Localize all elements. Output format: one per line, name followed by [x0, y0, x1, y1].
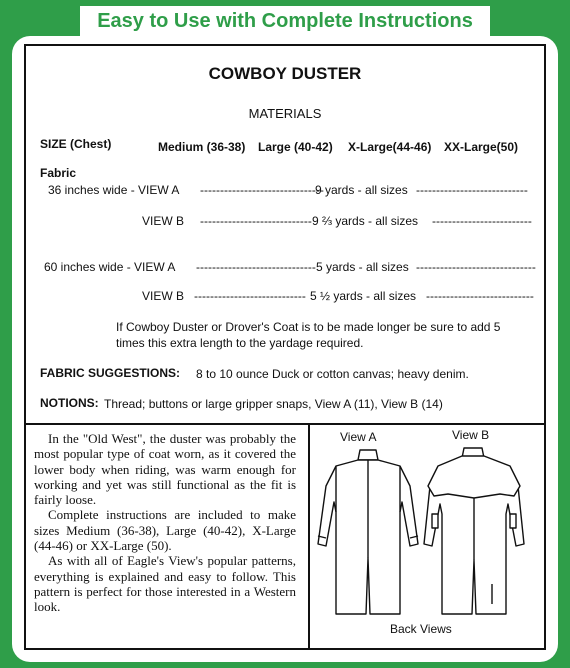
materials-heading: MATERIALS [248, 106, 322, 121]
dash-leader: ---------------------------- [416, 183, 528, 197]
horizontal-divider [24, 423, 546, 425]
fabric-60-view-b: VIEW B [142, 289, 185, 303]
description-text [34, 431, 296, 615]
fabric-36-view-a: 36 inches wide - VIEW A [48, 183, 180, 197]
notions-label: NOTIONS: [40, 396, 99, 410]
size-large: Large (40-42) [258, 140, 333, 154]
vertical-divider [308, 424, 310, 650]
back-views-caption: Back Views [390, 622, 452, 636]
banner-headline: Easy to Use with Complete Instructions [97, 10, 473, 32]
view-b-label: View B [452, 428, 490, 442]
notions-text: Thread; buttons or large gripper snaps, View A (11), View B (14) [104, 397, 443, 411]
dash-leader: --------------------------- [426, 289, 534, 303]
size-label: SIZE (Chest) [40, 137, 112, 151]
fabric-suggestions-text: 8 to 10 ounce Duck or cotton canvas; heavy denim. [196, 367, 469, 381]
description-paragraph: As with all of Eagle's View's popular patterns, everything is explained and easy to follow. This pattern is perfect for those interested in a Western look. [34, 553, 296, 615]
fabric-heading: Fabric [40, 166, 77, 180]
fabric-36-view-b: VIEW B [142, 214, 185, 228]
fabric-note-line-2: times this extra length to the yardage required. [116, 336, 364, 350]
size-xxlarge: XX-Large(50) [444, 140, 519, 154]
dash-leader: ---------------------------- [200, 214, 312, 228]
dash-leader: ------------------------------ [196, 260, 316, 274]
dash-leader: ------------------------- [432, 214, 532, 228]
coat-view-b-illustration [418, 444, 530, 618]
fabric-36-view-a-yardage: 9 yards - all sizes [315, 183, 408, 197]
pattern-title: COWBOY DUSTER [208, 64, 362, 83]
fabric-60-view-a-yardage: 5 yards - all sizes [316, 260, 409, 274]
description-paragraph: In the "Old West", the duster was probably the most popular type of coat worn, as it covered the lower body when riding, was warm enough for working and yet was still functional as the fit is fairly loose. [34, 431, 296, 508]
fabric-36-view-b-yardage: 9 ⅔ yards - all sizes [312, 214, 419, 228]
dash-leader: ------------------------------ [416, 260, 536, 274]
fabric-60-view-a: 60 inches wide - VIEW A [44, 260, 176, 274]
dash-leader: ---------------------------- [194, 289, 306, 303]
fabric-note-line-1: If Cowboy Duster or Drover's Coat is to be made longer be sure to add 5 [116, 320, 501, 334]
size-xlarge: X-Large(44-46) [348, 140, 432, 154]
coat-view-a-illustration [312, 446, 424, 618]
description-paragraph: Complete instructions are included to make sizes Medium (36-38), Large (40-42), X-Large (44-46) or XX-Large (50). [34, 507, 296, 554]
fabric-suggestions-label: FABRIC SUGGESTIONS: [40, 366, 181, 380]
size-medium: Medium (36-38) [158, 140, 246, 154]
fabric-60-view-b-yardage: 5 ½ yards - all sizes [310, 289, 417, 303]
view-a-label: View A [340, 430, 377, 444]
dash-leader: ------------------------------- [200, 183, 324, 197]
